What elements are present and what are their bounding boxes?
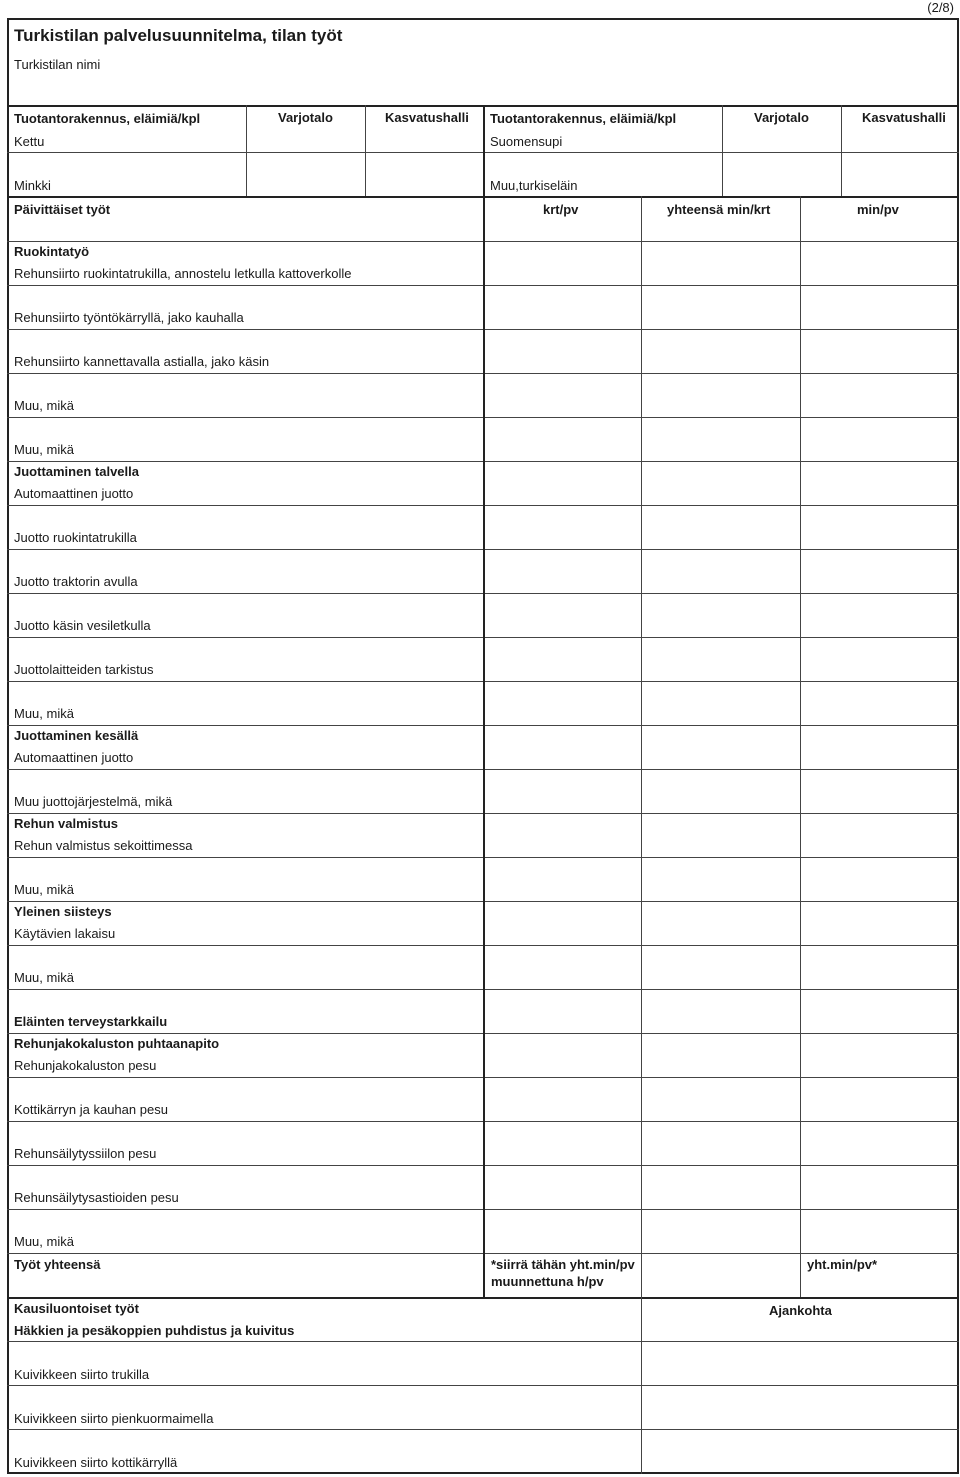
section-heading: Ruokintatyö bbox=[14, 244, 90, 259]
farm-name-label: Turkistilan nimi bbox=[14, 57, 101, 72]
min-pv-input[interactable] bbox=[802, 683, 959, 724]
col-krt-pv: krt/pv bbox=[543, 202, 579, 217]
task-label: Muu, mikä bbox=[14, 1234, 74, 1249]
min-krt-input[interactable] bbox=[643, 727, 800, 768]
krt-pv-input[interactable] bbox=[485, 639, 641, 680]
seasonal-task-label: Kuivikkeen siirto pienkuormaimella bbox=[14, 1411, 214, 1426]
min-krt-input[interactable] bbox=[643, 947, 800, 988]
task-label: Rehunsiirto työntökärryllä, jako kauhalla bbox=[14, 310, 244, 325]
krt-pv-input[interactable] bbox=[485, 463, 641, 504]
section-heading: Rehunjakokaluston puhtaanapito bbox=[14, 1036, 220, 1051]
col-kasvatushalli-right: Kasvatushalli bbox=[862, 110, 946, 125]
min-pv-input[interactable] bbox=[802, 815, 959, 856]
krt-pv-input[interactable] bbox=[485, 287, 641, 328]
krt-pv-input[interactable] bbox=[485, 243, 641, 284]
min-pv-input[interactable] bbox=[802, 551, 959, 592]
min-pv-input[interactable] bbox=[802, 991, 959, 1032]
krt-pv-input[interactable] bbox=[485, 331, 641, 372]
input-supi-muu-kasvatushalli[interactable] bbox=[843, 108, 957, 194]
task-label: Rehun valmistus sekoittimessa bbox=[14, 838, 193, 853]
task-label: Juotto ruokintatrukilla bbox=[14, 530, 137, 545]
task-label: Muu, mikä bbox=[14, 706, 74, 721]
col-kasvatushalli-left: Kasvatushalli bbox=[385, 110, 469, 125]
krt-pv-input[interactable] bbox=[485, 551, 641, 592]
krt-pv-input[interactable] bbox=[485, 815, 641, 856]
krt-pv-input[interactable] bbox=[485, 1123, 641, 1164]
min-pv-input[interactable] bbox=[802, 1035, 959, 1076]
min-krt-input[interactable] bbox=[643, 859, 800, 900]
krt-pv-input[interactable] bbox=[485, 1035, 641, 1076]
input-kettu-minkki-kasvatushalli[interactable] bbox=[367, 108, 482, 194]
animal-kettu: Kettu bbox=[14, 134, 45, 149]
min-krt-input[interactable] bbox=[643, 375, 800, 416]
ajankohta-input[interactable] bbox=[643, 1387, 957, 1428]
min-pv-input[interactable] bbox=[802, 287, 959, 328]
task-label: Rehunsäilytyssiilon pesu bbox=[14, 1146, 157, 1161]
min-pv-input[interactable] bbox=[802, 727, 959, 768]
min-krt-input[interactable] bbox=[643, 991, 800, 1032]
min-pv-input[interactable] bbox=[802, 507, 959, 548]
production-left-heading: Tuotantorakennus, eläimiä/kpl bbox=[14, 111, 201, 126]
min-pv-input[interactable] bbox=[802, 1211, 959, 1252]
krt-pv-input[interactable] bbox=[485, 1211, 641, 1252]
min-pv-input[interactable] bbox=[802, 947, 959, 988]
animal-suomensupi: Suomensupi bbox=[490, 134, 563, 149]
min-krt-input[interactable] bbox=[643, 595, 800, 636]
seasonal-sub-heading: Häkkien ja pesäkoppien puhdistus ja kuivitus bbox=[14, 1323, 295, 1338]
min-pv-input[interactable] bbox=[802, 1079, 959, 1120]
task-label: Muu, mikä bbox=[14, 882, 74, 897]
task-label: Rehunjakokaluston pesu bbox=[14, 1058, 157, 1073]
krt-pv-input[interactable] bbox=[485, 727, 641, 768]
min-pv-input[interactable] bbox=[802, 375, 959, 416]
min-krt-input[interactable] bbox=[643, 1123, 800, 1164]
task-label: Muu, mikä bbox=[14, 970, 74, 985]
min-pv-input[interactable] bbox=[802, 1123, 959, 1164]
krt-pv-input[interactable] bbox=[485, 903, 641, 944]
task-label: Rehunsäilytysastioiden pesu bbox=[14, 1190, 179, 1205]
krt-pv-input[interactable] bbox=[485, 1079, 641, 1120]
seasonal-task-label: Kuivikkeen siirto trukilla bbox=[14, 1367, 150, 1382]
krt-pv-input[interactable] bbox=[485, 683, 641, 724]
task-label: Juottolaitteiden tarkistus bbox=[14, 662, 154, 677]
task-label: Käytävien lakaisu bbox=[14, 926, 116, 941]
row-divider bbox=[7, 1341, 959, 1342]
min-pv-input[interactable] bbox=[802, 1167, 959, 1208]
min-krt-input[interactable] bbox=[643, 1167, 800, 1208]
totals-label: Työt yhteensä bbox=[14, 1257, 101, 1272]
min-krt-input[interactable] bbox=[643, 419, 800, 460]
task-label: Muu juottojärjestelmä, mikä bbox=[14, 794, 173, 809]
min-krt-input[interactable] bbox=[643, 463, 800, 504]
min-krt-input[interactable] bbox=[643, 771, 800, 812]
col-varjotalo-right: Varjotalo bbox=[754, 110, 809, 125]
totals-note-line1: *siirrä tähän yht.min/pv bbox=[491, 1257, 635, 1272]
task-label: Muu, mikä bbox=[14, 442, 74, 457]
totals-note-line2: muunnettuna h/pv bbox=[491, 1274, 604, 1289]
task-label: Kottikärryn ja kauhan pesu bbox=[14, 1102, 168, 1117]
krt-pv-input[interactable] bbox=[485, 507, 641, 548]
input-kettu-minkki-varjotalo[interactable] bbox=[248, 108, 364, 194]
section-heading: Juottaminen kesällä bbox=[14, 728, 139, 743]
task-label: Eläinten terveystarkkailu bbox=[14, 1014, 168, 1029]
totals-h-pv-input[interactable] bbox=[643, 1255, 799, 1296]
min-krt-input[interactable] bbox=[643, 1211, 800, 1252]
totals-right-label: yht.min/pv* bbox=[807, 1257, 878, 1272]
min-krt-input[interactable] bbox=[643, 287, 800, 328]
row-divider bbox=[7, 1429, 959, 1430]
task-label: Rehunsiirto ruokintatrukilla, annostelu letkulla kattoverkolle bbox=[14, 266, 352, 281]
min-pv-input[interactable] bbox=[802, 771, 959, 812]
min-krt-input[interactable] bbox=[643, 815, 800, 856]
min-pv-input[interactable] bbox=[802, 859, 959, 900]
min-krt-input[interactable] bbox=[643, 683, 800, 724]
min-krt-input[interactable] bbox=[643, 1035, 800, 1076]
col-yhteensa-min-krt: yhteensä min/krt bbox=[667, 202, 771, 217]
col-min-pv: min/pv bbox=[857, 202, 899, 217]
min-pv-input[interactable] bbox=[802, 639, 959, 680]
krt-pv-input[interactable] bbox=[485, 595, 641, 636]
task-label: Rehunsiirto kannettavalla astialla, jako käsin bbox=[14, 354, 270, 369]
task-label: Muu, mikä bbox=[14, 398, 74, 413]
krt-pv-input[interactable] bbox=[485, 1167, 641, 1208]
col-ajankohta: Ajankohta bbox=[769, 1303, 832, 1318]
min-pv-input[interactable] bbox=[802, 331, 959, 372]
min-pv-input[interactable] bbox=[802, 419, 959, 460]
section-heading: Rehun valmistus bbox=[14, 816, 119, 831]
section-heading: Juottaminen talvella bbox=[14, 464, 139, 479]
krt-pv-input[interactable] bbox=[485, 375, 641, 416]
min-krt-input[interactable] bbox=[643, 903, 800, 944]
page-title: Turkistilan palvelusuunnitelma, tilan työt bbox=[14, 26, 343, 45]
min-krt-input[interactable] bbox=[643, 331, 800, 372]
page-number: (2/8) bbox=[927, 0, 954, 15]
min-pv-input[interactable] bbox=[802, 903, 959, 944]
min-pv-input[interactable] bbox=[802, 243, 959, 284]
krt-pv-input[interactable] bbox=[485, 991, 641, 1032]
min-pv-input[interactable] bbox=[802, 463, 959, 504]
ajankohta-input[interactable] bbox=[643, 1343, 957, 1384]
seasonal-task-label: Kuivikkeen siirto kottikärryllä bbox=[14, 1455, 178, 1470]
task-label: Automaattinen juotto bbox=[14, 486, 134, 501]
min-krt-input[interactable] bbox=[643, 1079, 800, 1120]
col-varjotalo-left: Varjotalo bbox=[278, 110, 333, 125]
min-krt-input[interactable] bbox=[643, 639, 800, 680]
seasonal-heading: Kausiluontoiset työt bbox=[14, 1301, 139, 1316]
task-label: Automaattinen juotto bbox=[14, 750, 134, 765]
krt-pv-input[interactable] bbox=[485, 947, 641, 988]
section-heading: Yleinen siisteys bbox=[14, 904, 112, 919]
input-supi-muu-varjotalo[interactable] bbox=[724, 108, 840, 194]
task-label: Juotto käsin vesiletkulla bbox=[14, 618, 151, 633]
animal-minkki: Minkki bbox=[14, 178, 51, 193]
min-krt-input[interactable] bbox=[643, 243, 800, 284]
ajankohta-input[interactable] bbox=[643, 1431, 957, 1472]
krt-pv-input[interactable] bbox=[485, 771, 641, 812]
min-krt-input[interactable] bbox=[643, 507, 800, 548]
krt-pv-input[interactable] bbox=[485, 419, 641, 460]
krt-pv-input[interactable] bbox=[485, 859, 641, 900]
production-right-heading: Tuotantorakennus, eläimiä/kpl bbox=[490, 111, 677, 126]
farm-name-field[interactable] bbox=[120, 52, 950, 102]
task-label: Juotto traktorin avulla bbox=[14, 574, 138, 589]
daily-heading: Päivittäiset työt bbox=[14, 202, 111, 217]
min-pv-input[interactable] bbox=[802, 595, 959, 636]
animal-muu-turkiselain: Muu,turkiseläin bbox=[490, 178, 578, 193]
min-krt-input[interactable] bbox=[643, 551, 800, 592]
row-divider bbox=[7, 1385, 959, 1386]
